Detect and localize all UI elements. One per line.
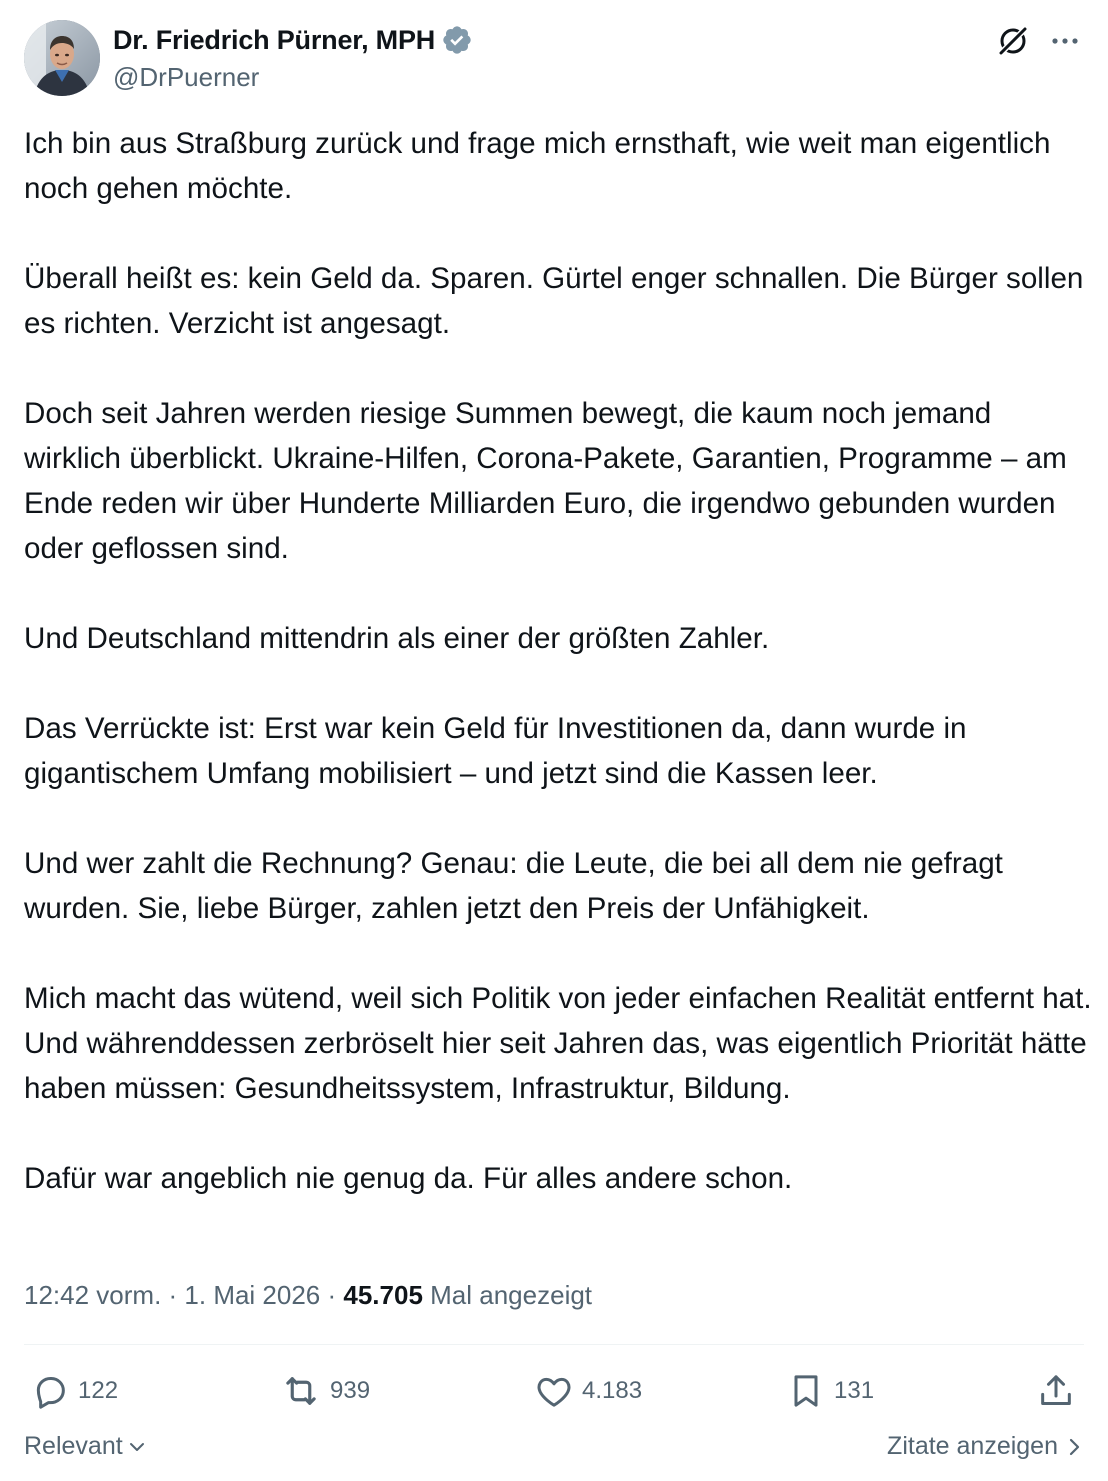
grok-icon[interactable]	[994, 22, 1032, 60]
more-icon[interactable]	[1046, 22, 1084, 60]
avatar-image	[24, 20, 100, 96]
view-quotes-label: Zitate anzeigen	[887, 1432, 1058, 1460]
avatar[interactable]	[24, 20, 100, 96]
chevron-down-icon	[127, 1437, 147, 1457]
header-actions	[994, 22, 1084, 60]
meta-separator: ·	[161, 1280, 185, 1310]
verified-badge-icon[interactable]	[441, 24, 473, 56]
share-icon	[1036, 1371, 1076, 1411]
post-paragraph: Überall heißt es: kein Geld da. Sparen. Gürtel enger schnallen. Die Bürger sollen es richten. Verzicht ist angesagt.	[24, 262, 1084, 340]
like-button[interactable]	[534, 1366, 642, 1416]
name-row	[113, 20, 473, 60]
heart-icon	[534, 1371, 574, 1411]
chevron-right-icon	[1066, 1436, 1084, 1458]
bookmark-icon	[786, 1371, 826, 1411]
author-block	[113, 20, 473, 94]
post-meta	[24, 1276, 592, 1314]
meta-separator: ·	[320, 1280, 344, 1310]
view-count: 45.705	[343, 1280, 423, 1310]
view-count-label: Mal angezeigt	[422, 1280, 593, 1310]
post-paragraph: Doch seit Jahren werden riesige Summen bewegt, die kaum noch jemand wirklich überblickt. Ukraine-Hilfen, Corona-Pakete, Garantien, Programme – am Ende reden wir über Hunderte Milliarden Euro, die irgendwo gebunden wurden oder geflossen sind.	[24, 397, 1067, 565]
share-button[interactable]	[1036, 1366, 1076, 1416]
post-paragraph: Ich bin aus Straßburg zurück und frage mich ernsthaft, wie weit man eigentlich noch gehen möchte.	[24, 127, 1051, 205]
post-body	[24, 121, 1092, 1201]
reply-icon	[30, 1371, 70, 1411]
post-paragraph: Und wer zahlt die Rechnung? Genau: die Leute, die bei all dem nie gefragt wurden. Sie, liebe Bürger, zahlen jetzt den Preis der Unfähigkeit.	[24, 847, 1003, 925]
divider	[24, 1344, 1084, 1345]
handle[interactable]: @DrPuerner	[113, 62, 260, 92]
post-paragraph: Und Deutschland mittendrin als einer der größten Zahler.	[24, 622, 770, 655]
post-date[interactable]: 1. Mai 2026	[184, 1280, 321, 1310]
reply-button[interactable]	[30, 1366, 118, 1416]
repost-icon	[280, 1370, 322, 1412]
sort-dropdown[interactable]	[24, 1432, 147, 1461]
post-paragraph: Mich macht das wütend, weil sich Politik von jeder einfachen Realität entfernt hat. Und währenddessen zerbröselt hier seit Jahren das, was eigentlich Priorität hätte haben müssen: Gesundheitssystem, Infrastruktur, Bildung.	[24, 982, 1092, 1105]
post-paragraph: Dafür war angeblich nie genug da. Für alles andere schon.	[24, 1162, 793, 1195]
repost-count: 939	[330, 1377, 371, 1404]
display-name[interactable]: Dr. Friedrich Pürner, MPH	[113, 24, 436, 55]
bookmark-count: 131	[834, 1377, 875, 1404]
action-bar	[0, 1366, 1108, 1416]
repost-button[interactable]	[280, 1366, 370, 1416]
view-quotes-link[interactable]	[887, 1432, 1084, 1461]
post-time[interactable]: 12:42 vorm.	[24, 1280, 162, 1310]
bookmark-button[interactable]	[786, 1366, 874, 1416]
post-paragraph: Das Verrückte ist: Erst war kein Geld für Investitionen da, dann wurde in gigantischem Umfang mobilisiert – und jetzt sind die Kassen leer.	[24, 712, 967, 790]
sort-label: Relevant	[24, 1432, 123, 1460]
like-count: 4.183	[582, 1377, 643, 1404]
reply-count: 122	[78, 1377, 119, 1404]
